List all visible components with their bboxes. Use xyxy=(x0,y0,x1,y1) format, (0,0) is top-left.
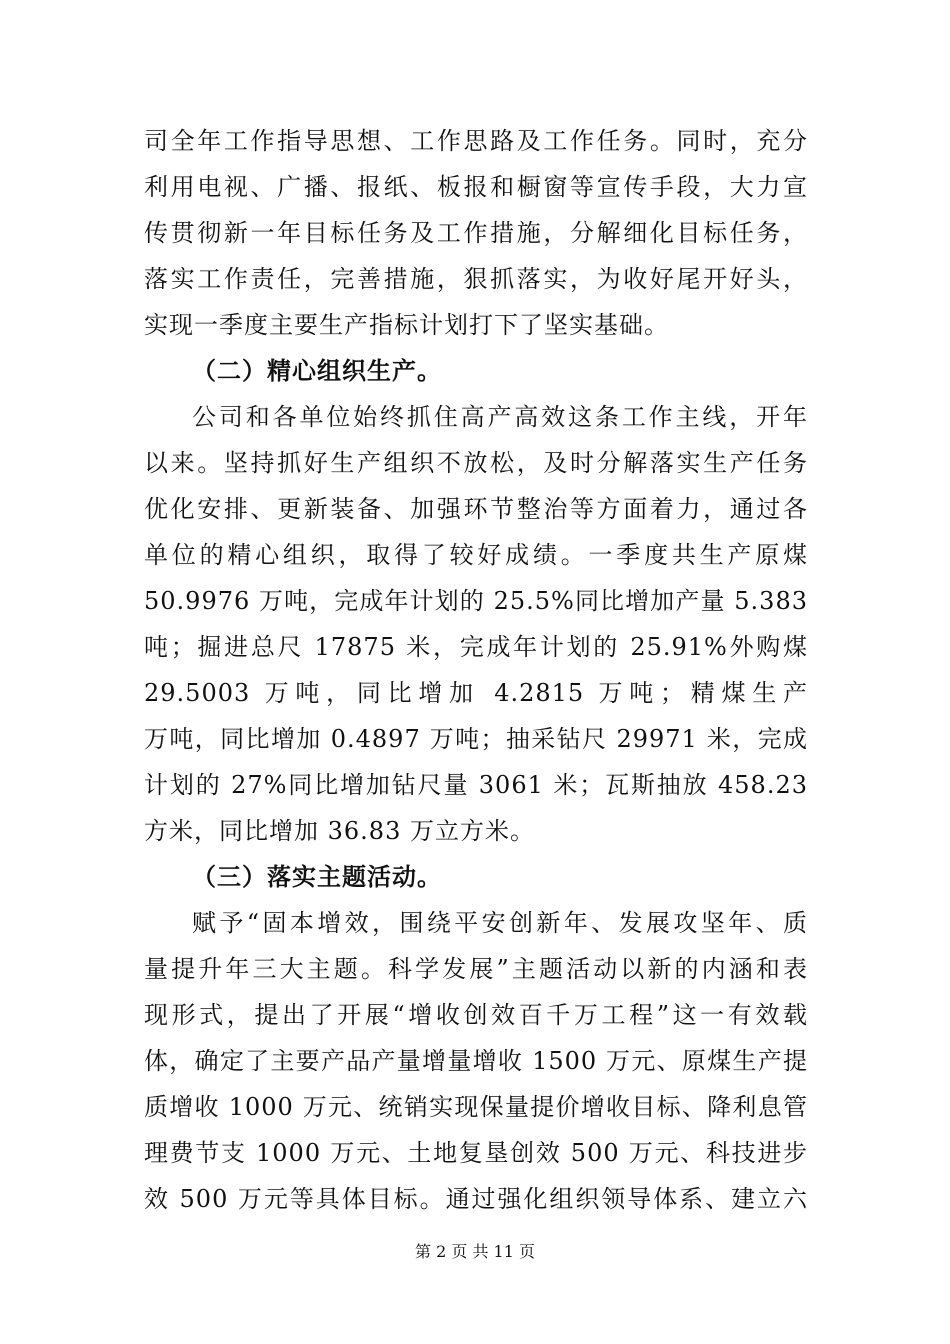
body-text-line: 赋予“固本增效，围绕平安创新年、发展攻坚年、质 xyxy=(192,909,808,937)
section-heading: （二）精心组织生产。 xyxy=(192,357,442,385)
body-text-line: 公司和各单位始终抓住高产高效这条工作主线，开年 xyxy=(192,403,808,431)
page-footer: 第 2 页 共 11 页 xyxy=(415,1242,535,1261)
body-text-line: 优化安排、更新装备、加强环节整治等方面着力，通过各 xyxy=(144,495,808,523)
document-body xyxy=(144,118,808,1222)
body-text-line: 计划的 27%同比增加钻尺量 3061 米；瓦斯抽放 458.23 xyxy=(144,771,808,799)
body-text-line: 29.5003 万吨，同比增加 4.2815 万吨；精煤生产 xyxy=(144,679,808,707)
body-text-line: 吨；掘进总尺 17875 米，完成年计划的 25.91%外购煤 xyxy=(144,633,808,661)
body-text-line: 效 500 万元等具体目标。通过强化组织领导体系、建立六 xyxy=(144,1185,808,1213)
section-heading: （三）落实主题活动。 xyxy=(192,863,442,891)
body-text-line: 方米，同比增加 36.83 万立方米。 xyxy=(144,817,535,845)
body-text-line: 以来。坚持抓好生产组织不放松，及时分解落实生产任务 xyxy=(144,449,808,477)
body-text-line: 质增收 1000 万元、统销实现保量提价增收目标、降利息管 xyxy=(144,1093,808,1121)
body-text-line: 体，确定了主要产品产量增量增收 1500 万元、原煤生产提 xyxy=(144,1047,808,1075)
body-text-line: 理费节支 1000 万元、土地复垦创效 500 万元、科技进步 xyxy=(144,1139,808,1167)
body-text-line: 单位的精心组织，取得了较好成绩。一季度共生产原煤 xyxy=(144,541,808,569)
body-text-line: 利用电视、广播、报纸、板报和橱窗等宣传手段，大力宣 xyxy=(144,173,808,201)
body-text-line: 万吨，同比增加 0.4897 万吨；抽采钻尺 29971 米，完成 xyxy=(144,725,808,753)
body-text-line: 量提升年三大主题。科学发展”主题活动以新的内涵和表 xyxy=(144,955,808,983)
body-text-line: 司全年工作指导思想、工作思路及工作任务。同时，充分 xyxy=(144,127,808,155)
body-text-line: 传贯彻新一年目标任务及工作措施，分解细化目标任务， xyxy=(144,219,808,247)
body-text-line: 实现一季度主要生产指标计划打下了坚实基础。 xyxy=(144,311,669,339)
body-text-line: 50.9976 万吨，完成年计划的 25.5%同比增加产量 5.383 xyxy=(144,587,808,615)
body-text-line: 落实工作责任，完善措施，狠抓落实，为收好尾开好头， xyxy=(144,265,808,293)
body-text-line: 现形式，提出了开展“增收创效百千万工程”这一有效载 xyxy=(144,1001,808,1029)
